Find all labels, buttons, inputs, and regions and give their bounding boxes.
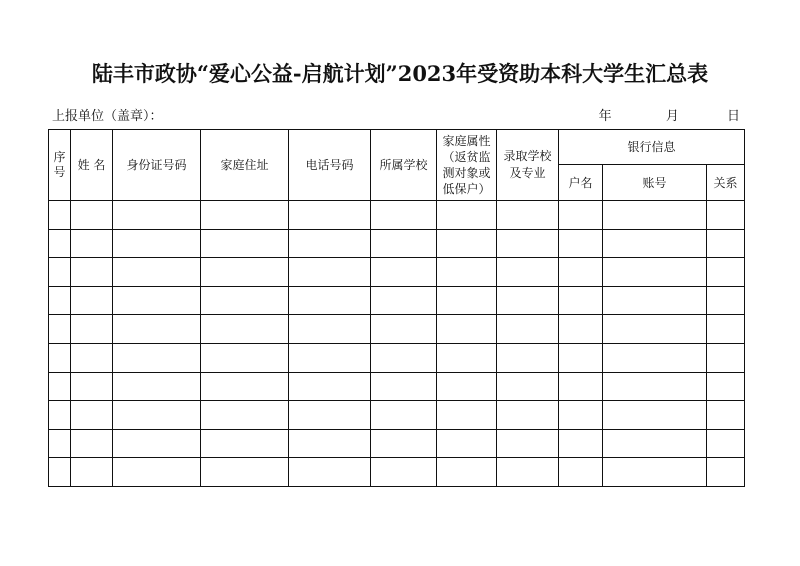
table-cell[interactable] — [201, 429, 289, 458]
table-cell[interactable] — [113, 201, 201, 230]
table-cell[interactable] — [371, 315, 437, 344]
table-cell[interactable] — [437, 429, 497, 458]
table-cell[interactable] — [289, 229, 371, 258]
table-cell[interactable] — [603, 201, 707, 230]
table-cell[interactable] — [707, 429, 745, 458]
table-cell[interactable] — [497, 258, 559, 287]
table-cell[interactable] — [201, 201, 289, 230]
table-cell[interactable] — [49, 401, 71, 430]
table-cell[interactable] — [707, 229, 745, 258]
table-cell[interactable] — [49, 286, 71, 315]
table-cell[interactable] — [201, 286, 289, 315]
table-cell[interactable] — [497, 229, 559, 258]
table-cell[interactable] — [113, 229, 201, 258]
table-cell[interactable] — [497, 201, 559, 230]
table-cell[interactable] — [603, 229, 707, 258]
table-cell[interactable] — [49, 429, 71, 458]
table-cell[interactable] — [201, 343, 289, 372]
table-row — [49, 343, 745, 372]
table-cell[interactable] — [371, 258, 437, 287]
table-cell[interactable] — [603, 258, 707, 287]
header-row — [49, 130, 745, 165]
table-cell[interactable] — [707, 286, 745, 315]
table-cell[interactable] — [497, 372, 559, 401]
table-cell[interactable] — [437, 372, 497, 401]
table-cell[interactable] — [71, 458, 113, 487]
header-seq: 序号 — [49, 130, 71, 201]
table-cell[interactable] — [437, 343, 497, 372]
table-cell[interactable] — [559, 429, 603, 458]
table-cell[interactable] — [371, 229, 437, 258]
table-cell[interactable] — [603, 458, 707, 487]
table-cell[interactable] — [371, 401, 437, 430]
table-row — [49, 458, 745, 487]
table-cell[interactable] — [49, 229, 71, 258]
table-cell[interactable] — [603, 429, 707, 458]
table-row — [49, 372, 745, 401]
table-cell[interactable] — [559, 343, 603, 372]
table-cell[interactable] — [497, 343, 559, 372]
table-cell[interactable] — [71, 372, 113, 401]
table-cell[interactable] — [201, 315, 289, 344]
table-cell[interactable] — [113, 343, 201, 372]
table-cell[interactable] — [559, 315, 603, 344]
table-cell[interactable] — [113, 429, 201, 458]
table-cell[interactable] — [71, 286, 113, 315]
date-year-label: 年 — [598, 109, 612, 124]
table-cell[interactable] — [289, 372, 371, 401]
table-cell[interactable] — [437, 401, 497, 430]
table-cell[interactable] — [113, 401, 201, 430]
table-cell[interactable] — [437, 201, 497, 230]
table-cell[interactable] — [289, 201, 371, 230]
table-cell[interactable] — [71, 401, 113, 430]
table-cell[interactable] — [113, 286, 201, 315]
table-cell[interactable] — [707, 343, 745, 372]
table-cell[interactable] — [437, 258, 497, 287]
table-cell[interactable] — [71, 201, 113, 230]
table-cell[interactable] — [49, 201, 71, 230]
table-cell[interactable] — [603, 343, 707, 372]
table-cell[interactable] — [559, 229, 603, 258]
table-cell[interactable] — [289, 343, 371, 372]
table-cell[interactable] — [289, 401, 371, 430]
student-summary-table — [48, 129, 745, 487]
table-cell[interactable] — [371, 429, 437, 458]
table-cell[interactable] — [559, 286, 603, 315]
header-account-number: 账号 — [603, 165, 707, 201]
table-cell[interactable] — [201, 229, 289, 258]
document-title: 陆丰市政协“爱心公益-启航计划”2023年受资助本科大学生汇总表 — [91, 61, 709, 86]
table-cell[interactable] — [497, 458, 559, 487]
table-cell[interactable] — [371, 458, 437, 487]
table-cell[interactable] — [707, 315, 745, 344]
table-cell[interactable] — [437, 315, 497, 344]
table-cell[interactable] — [289, 429, 371, 458]
table-row — [49, 286, 745, 315]
table-cell[interactable] — [497, 286, 559, 315]
table-cell[interactable] — [49, 258, 71, 287]
table-cell[interactable] — [437, 286, 497, 315]
header-school: 所属学校 — [371, 130, 437, 201]
header-admission: 录取学校及专业 — [497, 130, 559, 201]
table-cell[interactable] — [289, 286, 371, 315]
header-account-name: 户名 — [559, 165, 603, 201]
table-row — [49, 229, 745, 258]
table-cell[interactable] — [707, 372, 745, 401]
date-month-label: 月 — [665, 109, 679, 124]
table-cell[interactable] — [603, 315, 707, 344]
table-cell[interactable] — [559, 201, 603, 230]
table-cell[interactable] — [707, 258, 745, 287]
header-phone: 电话号码 — [289, 130, 371, 201]
table-cell[interactable] — [201, 372, 289, 401]
table-cell[interactable] — [113, 458, 201, 487]
table-row — [49, 258, 745, 287]
table-cell[interactable] — [371, 343, 437, 372]
table-row — [49, 201, 745, 230]
date-day-label: 日 — [726, 109, 740, 124]
table-cell[interactable] — [437, 229, 497, 258]
table-cell[interactable] — [371, 201, 437, 230]
table-cell[interactable] — [559, 458, 603, 487]
table-row — [49, 429, 745, 458]
table-cell[interactable] — [201, 258, 289, 287]
table-cell[interactable] — [559, 401, 603, 430]
table-cell[interactable] — [113, 258, 201, 287]
header-home-address: 家庭住址 — [201, 130, 289, 201]
table-cell[interactable] — [371, 372, 437, 401]
table-cell[interactable] — [113, 315, 201, 344]
table-cell[interactable] — [49, 458, 71, 487]
table-cell[interactable] — [371, 286, 437, 315]
header-id-number: 身份证号码 — [113, 130, 201, 201]
header-relation: 关系 — [707, 165, 745, 201]
table-cell[interactable] — [559, 258, 603, 287]
table-cell[interactable] — [497, 401, 559, 430]
table-cell[interactable] — [437, 458, 497, 487]
table-cell[interactable] — [603, 401, 707, 430]
table-cell[interactable] — [71, 429, 113, 458]
header-bank-info: 银行信息 — [559, 130, 745, 165]
table-cell[interactable] — [707, 401, 745, 430]
table-cell[interactable] — [201, 401, 289, 430]
table-row — [49, 315, 745, 344]
table-cell[interactable] — [49, 315, 71, 344]
table-cell[interactable] — [497, 315, 559, 344]
header-name: 姓 名 — [71, 130, 113, 201]
report-unit-label: 上报单位（盖章）： — [52, 109, 163, 124]
table-cell[interactable] — [49, 343, 71, 372]
table-cell[interactable] — [71, 315, 113, 344]
table-cell[interactable] — [559, 372, 603, 401]
table-cell[interactable] — [497, 429, 559, 458]
table-cell[interactable] — [113, 372, 201, 401]
table-cell[interactable] — [707, 201, 745, 230]
table-cell[interactable] — [201, 458, 289, 487]
table-cell[interactable] — [707, 458, 745, 487]
table-cell[interactable] — [289, 315, 371, 344]
table-cell[interactable] — [603, 372, 707, 401]
table-cell[interactable] — [49, 372, 71, 401]
table-row — [49, 401, 745, 430]
table-cell[interactable] — [289, 258, 371, 287]
table-cell[interactable] — [71, 343, 113, 372]
table-cell[interactable] — [603, 286, 707, 315]
table-cell[interactable] — [71, 258, 113, 287]
report-date — [599, 105, 740, 124]
header-family-attribute: 家庭属性（返贫监测对象或低保户） — [437, 130, 497, 201]
table-cell[interactable] — [289, 458, 371, 487]
table-cell[interactable] — [71, 229, 113, 258]
